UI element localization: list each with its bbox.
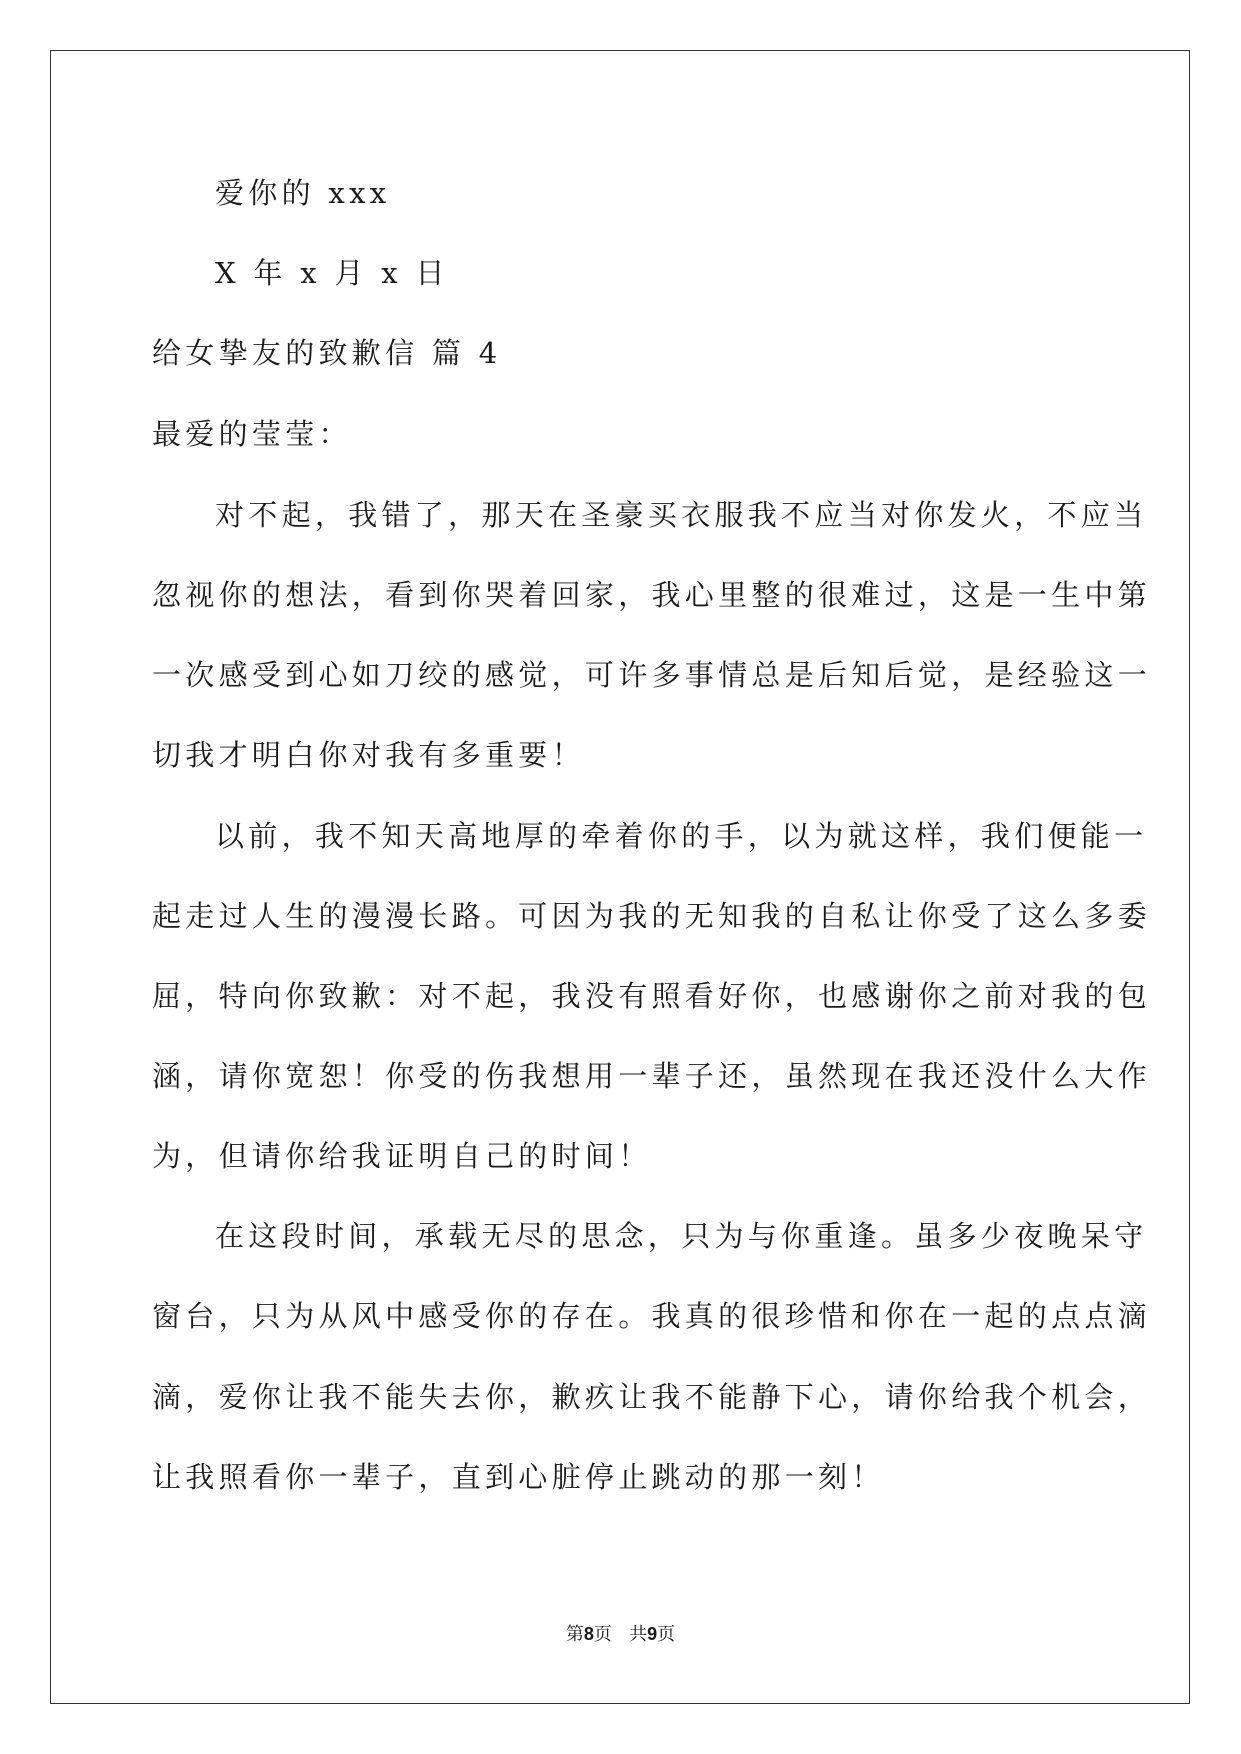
- closing-signature: 爱你的 xxx: [215, 176, 391, 210]
- paragraph-line: 忽视你的想法，看到你哭着回家，我心里整的很难过，这是一生中第: [152, 578, 1152, 612]
- paragraph-line: 为，但请你给我证明自己的时间！: [152, 1139, 652, 1173]
- page-footer: [0, 1622, 1241, 1647]
- paragraph-line: 在这段时间，承载无尽的思念，只为与你重逢。虽多少夜晚呆守: [215, 1219, 1148, 1253]
- section-title: 给女挚友的致歉信 篇 4: [152, 336, 502, 370]
- paragraph-line: 屈，特向你致歉：对不起，我没有照看好你，也感谢你之前对我的包: [152, 979, 1152, 1013]
- paragraph-line: 以前，我不知天高地厚的牵着你的手，以为就这样，我们便能一: [215, 819, 1148, 853]
- paragraph-line: 让我照看你一辈子，直到心脏停止跳动的那一刻！: [152, 1460, 885, 1494]
- paragraph-line: 涵，请你宽恕！你受的伤我想用一辈子还，虽然现在我还没什么大作: [152, 1059, 1152, 1093]
- paragraph-line: 一次感受到心如刀绞的感觉，可许多事情总是后知后觉，是经验这一: [152, 658, 1152, 692]
- paragraph-line: 切我才明白你对我有多重要！: [152, 738, 585, 772]
- closing-date: X 年 x 月 x 日: [215, 256, 449, 290]
- paragraph-line: 滴，爱你让我不能失去你，歉疚让我不能静下心，请你给我个机会，: [152, 1380, 1152, 1414]
- total-page-number: 9: [647, 1624, 658, 1644]
- current-page-number: 8: [583, 1624, 594, 1644]
- paragraph-line: 起走过人生的漫漫长路。可因为我的无知我的自私让你受了这么多委: [152, 899, 1152, 933]
- paragraph-line: 窗台，只为从风中感受你的存在。我真的很珍惜和你在一起的点点滴: [152, 1299, 1152, 1333]
- paragraph-line: 对不起，我错了，那天在圣豪买衣服我不应当对你发火，不应当: [215, 498, 1148, 532]
- footer-prefix: 第: [565, 1624, 584, 1645]
- footer-page-unit: 页: [593, 1624, 612, 1645]
- footer-total-prefix: 共: [629, 1624, 648, 1645]
- page-border: [50, 50, 1190, 1704]
- salutation: 最爱的莹莹：: [152, 417, 352, 451]
- footer-total-unit: 页: [657, 1624, 676, 1645]
